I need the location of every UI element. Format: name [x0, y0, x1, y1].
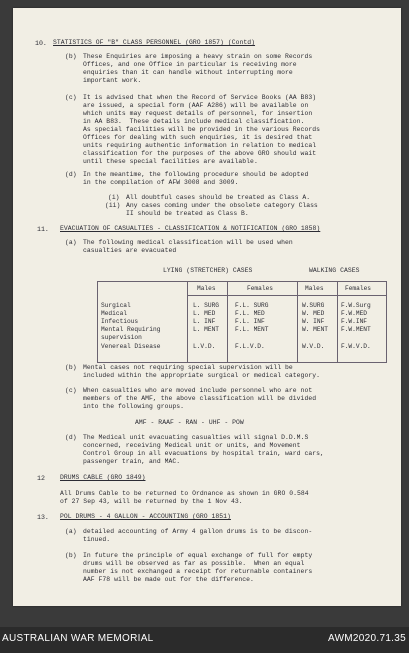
- table-col-females: Females: [345, 285, 371, 292]
- table-cell: L. MED: [193, 310, 216, 317]
- table-divider: [297, 281, 298, 363]
- table-col-females: Females: [247, 285, 273, 292]
- sec13-para-b-marker: (b): [65, 552, 77, 559]
- sec13-para-b-line: number is not exchanged a receipt for returnable containers: [83, 568, 313, 575]
- para-c-line: Offices for dealing with such enquiries, it is desired that: [83, 134, 313, 141]
- section-10-title: STATISTICS OF "B" CLASS PERSONNEL (GRO 1857) (Contd): [53, 39, 256, 46]
- para-b-line: enquiries than it can handle without interrupting more: [83, 69, 293, 76]
- sec11-para-a-line: casualties are evacuated: [83, 247, 177, 254]
- para-d-sub-marker: (i): [108, 194, 120, 201]
- sec11-para-b-line: included within the appropriate surgical or medical category.: [83, 372, 320, 379]
- sec11-para-d-line: The Medical unit evacuating casualties will signal D.D.M.S: [83, 434, 309, 441]
- table-cell: Infectious: [101, 318, 139, 325]
- table-cell: Mental Requiring: [101, 326, 161, 333]
- para-d-sub-text: Any cases coming under the obsolete category Class: [126, 202, 318, 209]
- section-11-number: 11.: [37, 226, 49, 233]
- para-d-sub-text: II should be treated as Class B.: [126, 210, 249, 217]
- table-cell: Venereal Disease: [101, 343, 161, 350]
- table-cell: F.W.V.D.: [341, 343, 371, 350]
- table-cell: F.L.V.D.: [235, 343, 265, 350]
- section-13-title: POL DRUMS - 4 GALLON - ACCOUNTING (GRO 1851): [60, 513, 231, 520]
- table-cell: F.L. SURG: [235, 302, 269, 309]
- sec11-para-a-marker: (a): [65, 239, 77, 246]
- table-cell: W. MED: [302, 310, 325, 317]
- classification-table: [97, 281, 387, 363]
- section-13-number: 13.: [37, 514, 49, 521]
- sec11-para-b-marker: (b): [65, 364, 77, 371]
- table-divider: [187, 281, 188, 363]
- table-cell: F.L. MENT: [235, 326, 269, 333]
- para-c-line: As special facilities will be provided in the various Records: [83, 126, 320, 133]
- para-b-line: Offices, and one Office in particular is receiving more: [83, 61, 297, 68]
- para-c-line: It is advised that when the Record of Service Books (AA B83): [83, 94, 317, 101]
- table-cell: F.W.MED: [341, 310, 367, 317]
- footer-institution: AUSTRALIAN WAR MEMORIAL: [2, 633, 154, 644]
- para-d-sub-marker: (ii): [105, 202, 121, 209]
- table-divider: [337, 281, 338, 363]
- table-divider: [227, 281, 228, 363]
- sec13-para-b-line: drums will be observed as far as possible. When an equal: [83, 560, 305, 567]
- para-b-line: important work.: [83, 77, 142, 84]
- sec13-para-a-line: tinued.: [83, 536, 111, 543]
- sec12-line: All Drums Cable to be returned to Ordnance as shown in GRO 0.584: [60, 490, 309, 497]
- table-col-males: Males: [305, 285, 324, 292]
- para-c-marker: (c): [65, 94, 77, 101]
- para-d-marker: (d): [65, 171, 77, 178]
- document-page: [13, 8, 401, 606]
- section-10-number: 10.: [35, 40, 47, 47]
- section-11-title: EVACUATION OF CASUALTIES - CLASSIFICATION & NOTIFICATION (GRO 1858): [60, 225, 321, 232]
- table-cell: L. INF: [193, 318, 216, 325]
- section-12-title: DRUMS CABLE (GRO 1849): [60, 474, 146, 481]
- section-12-number: 12: [37, 475, 45, 482]
- para-c-line: until these special facilities are available.: [83, 158, 258, 165]
- archive-footer: [0, 611, 409, 653]
- table-cell: Medical: [101, 310, 127, 317]
- para-c-line: are issued, a special form (AAF A286) will be available on: [83, 102, 309, 109]
- sec13-para-a-line: detailed accounting of Army 4 gallon drums is to be discon-: [83, 528, 313, 535]
- table-cell: Surgical: [101, 302, 131, 309]
- footer-accession-number: AWM2020.71.35: [327, 633, 406, 644]
- sec11-para-c-marker: (c): [65, 387, 77, 394]
- table-cell: F.W.Surg: [341, 302, 371, 309]
- table-cell: F.W.MENT: [341, 326, 371, 333]
- para-d-sub-text: All doubtful cases should be treated as Class A.: [126, 194, 311, 201]
- table-cell: F.W.INF: [341, 318, 367, 325]
- sec11-para-c-line: into the following groups.: [83, 403, 185, 410]
- sec11-para-b-line: Mental cases not requiring special supervision will be: [83, 364, 293, 371]
- sec11-para-d-marker: (d): [65, 434, 77, 441]
- sec13-para-b-line: In future the principle of equal exchange of full for empty: [83, 552, 313, 559]
- sec11-para-d-line: concerned, receiving Medical unit or units, and Movement: [83, 442, 301, 449]
- table-cell: W. INF: [302, 318, 325, 325]
- table-cell: F.L. MED: [235, 310, 265, 317]
- table-cell: W. MENT: [302, 326, 328, 333]
- table-group-lying: LYING (STRETCHER) CASES: [163, 267, 253, 274]
- table-cell: L. SURG: [193, 302, 219, 309]
- sec11-para-c-line: members of the AMF, the above classification will be divided: [83, 395, 317, 402]
- table-group-walking: WALKING CASES: [309, 267, 360, 274]
- sec11-para-a-line: The following medical classification will be used when: [83, 239, 293, 246]
- table-divider: [187, 295, 387, 296]
- para-c-line: units requiring authentic information in relation to medical: [83, 142, 317, 149]
- para-d-line: in the compilation of AFW 3008 and 3009.: [83, 179, 239, 186]
- sec11-para-d-line: passenger train, and MAC.: [83, 458, 181, 465]
- para-c-line: which units may request details of personnel, for insertion: [83, 110, 313, 117]
- para-b-marker: (b): [65, 53, 77, 60]
- table-col-males: Males: [197, 285, 216, 292]
- para-c-line: classification for the purposes of the above GRO should wait: [83, 150, 317, 157]
- table-cell: F.L. INF: [235, 318, 265, 325]
- sec11-para-c-line: When casualties who are moved include personnel who are not: [83, 387, 313, 394]
- para-d-line: In the meantime, the following procedure should be adopted: [83, 171, 309, 178]
- table-cell: L. MENT: [193, 326, 219, 333]
- para-c-line: in AA B83. These details include medical classification.: [83, 118, 305, 125]
- table-cell: supervision: [101, 334, 142, 341]
- force-groups: AMF - RAAF - RAN - UHF - POW: [135, 419, 244, 426]
- para-b-line: These Enquiries are imposing a heavy strain on some Records: [83, 53, 313, 60]
- sec11-para-d-line: Control Group in all evacuations by hospital train, ward cars,: [83, 450, 324, 457]
- table-cell: W.V.D.: [302, 343, 325, 350]
- table-cell: L.V.D.: [193, 343, 216, 350]
- sec12-line: of 27 Sep 43, will be returned by the 1 Nov 43.: [60, 498, 243, 505]
- sec13-para-b-line: AAF F78 will be made out for the difference.: [83, 576, 254, 583]
- sec13-para-a-marker: (a): [65, 528, 77, 535]
- table-cell: W.SURG: [302, 302, 325, 309]
